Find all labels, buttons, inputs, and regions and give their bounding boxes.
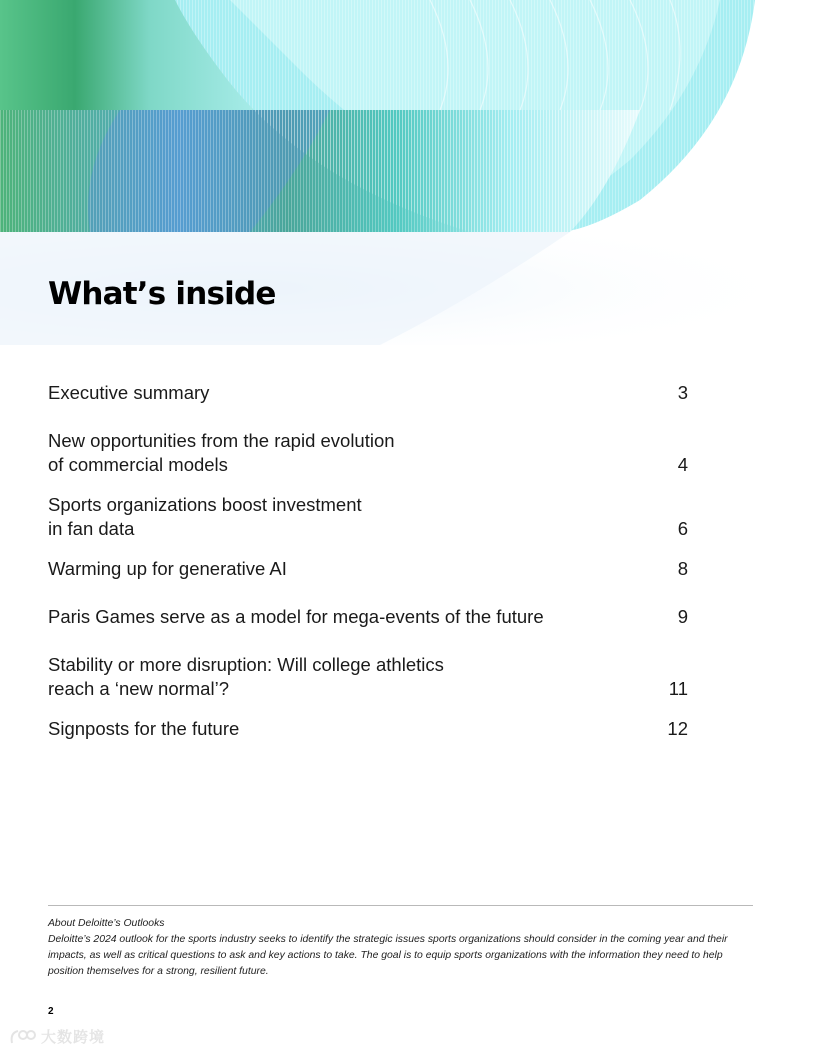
footer-body: Deloitte’s 2024 outlook for the sports industry seeks to identify the strategic issues sports organizations should consider in the coming year and their impacts, as well as critical questions to ask and key actions to take. The goal is to equip sports organizations with the information they need to help position themselves for a strong, resilient future. <box>48 934 728 977</box>
watermark <box>8 1026 105 1047</box>
page-number: 2 <box>48 1006 54 1017</box>
watermark-logo-icon <box>8 1027 38 1047</box>
toc-entry-page: 12 <box>667 718 688 739</box>
toc-entry-generative-ai[interactable] <box>48 557 688 581</box>
toc-entry-page: 9 <box>677 606 688 627</box>
toc-entry-signposts[interactable] <box>48 717 688 741</box>
footer-heading: About Deloitte’s Outlooks <box>48 918 165 929</box>
toc-entry-title: Sports organizations boost investment in fan data <box>48 494 362 539</box>
toc-entry-title: Executive summary <box>48 382 210 403</box>
toc-entry-page: 11 <box>668 678 688 699</box>
toc-entry-title: Paris Games serve as a model for mega-events of the future <box>48 606 544 627</box>
page-title: What’s inside <box>48 276 276 312</box>
toc-entry-page: 8 <box>677 558 688 579</box>
toc-entry-title: Signposts for the future <box>48 718 240 739</box>
toc-entry-page: 6 <box>677 518 688 539</box>
toc-entry-title: New opportunities from the rapid evolution of commercial models <box>48 430 395 475</box>
toc-entry-title: Warming up for generative AI <box>48 558 287 579</box>
toc-entry-commercial-models[interactable] <box>48 429 688 477</box>
toc-entry-college-athletics[interactable] <box>48 653 688 701</box>
about-outlooks-note <box>48 916 738 980</box>
watermark-text: 大数跨境 <box>41 1029 106 1046</box>
footer-divider <box>48 905 753 906</box>
toc-entry-page: 4 <box>677 454 688 475</box>
toc-entry-paris-games[interactable] <box>48 605 688 629</box>
toc-entry-title: Stability or more disruption: Will college athletics reach a ‘new normal’? <box>48 654 444 699</box>
toc-entry-fan-data[interactable] <box>48 493 688 541</box>
toc-entry-page: 3 <box>677 382 688 403</box>
toc-entry-executive-summary[interactable] <box>48 381 688 405</box>
